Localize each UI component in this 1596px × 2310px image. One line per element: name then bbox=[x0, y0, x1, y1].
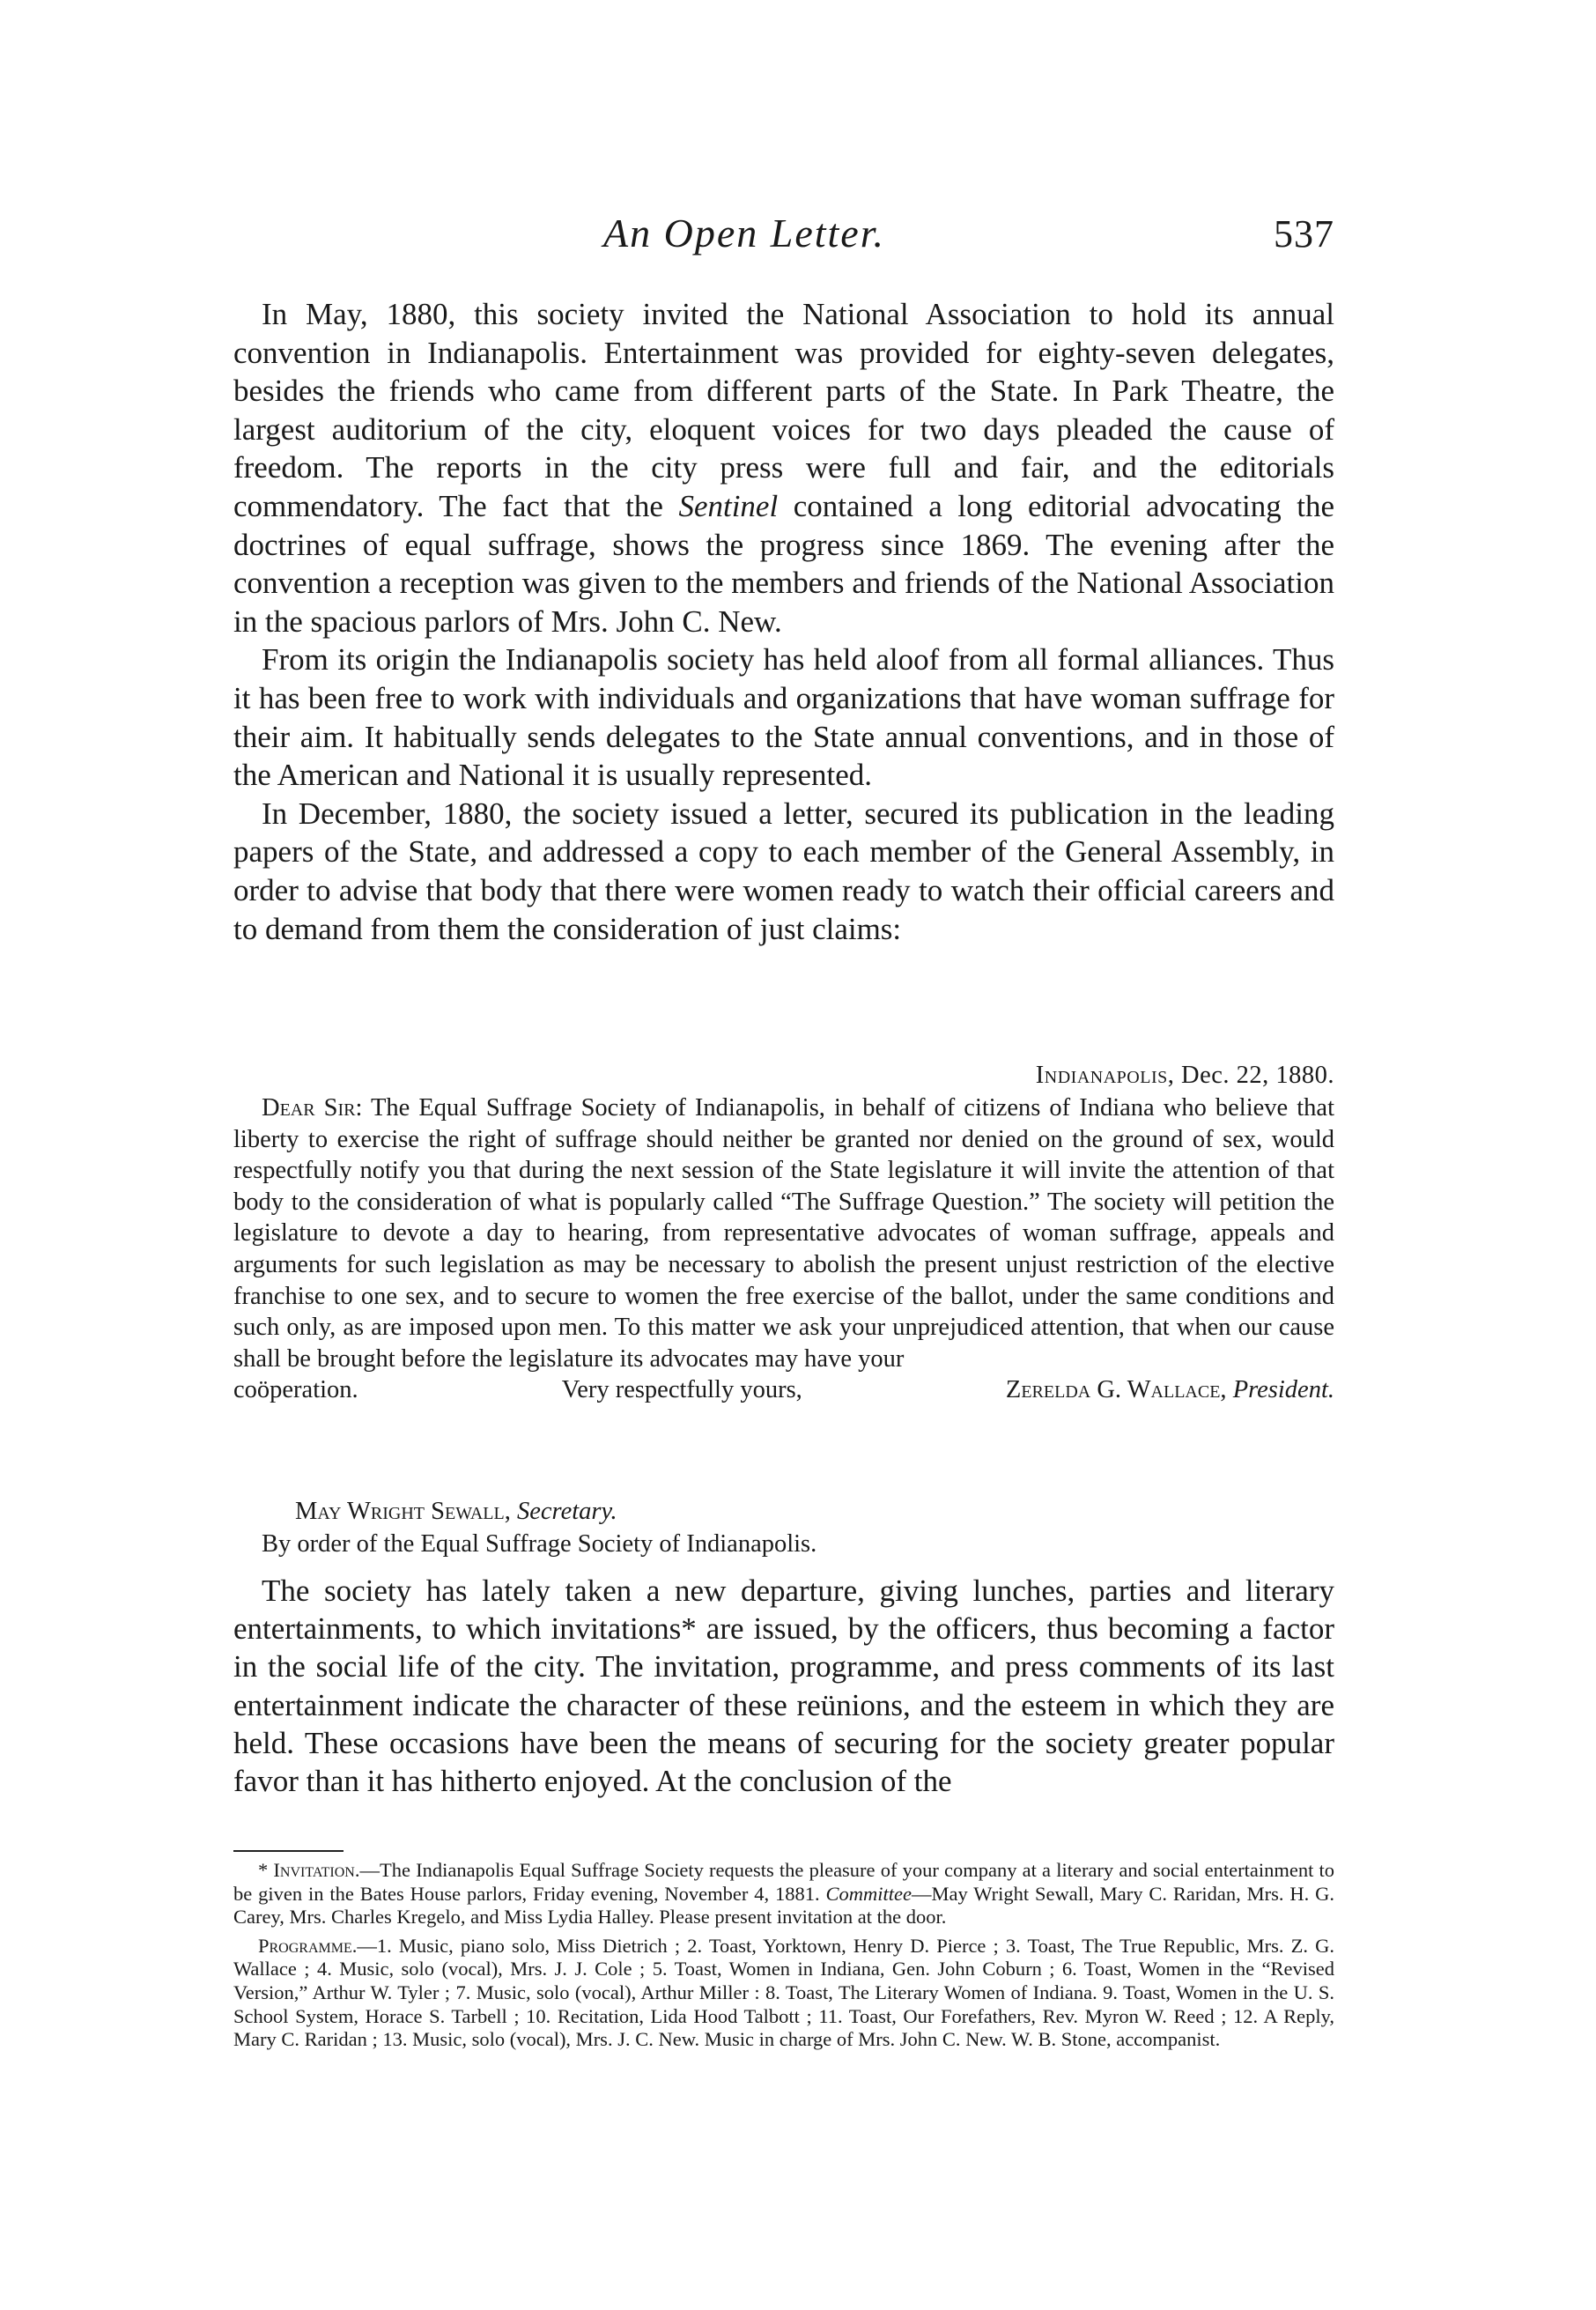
committee-label: Committee bbox=[825, 1882, 913, 1905]
running-header bbox=[233, 210, 1334, 271]
footnote-invitation bbox=[233, 1859, 1334, 1929]
letter-text: The Equal Suffrage Society of Indianapolis, in behalf of citizens of Indiana who believe that liberty to exercise the right of suffrage should neither be granted nor denied on the ground of sex, would respectfully notify you that during the next session of the State legislature it will invite the attention of that body to the consideration of what is popularly called “The Suffrage Question.” The society will petition the legislature to devote a day to hearing, from representative advocates of woman suffrage, appeals and arguments for such legislation as may be necessary to abolish the present unjust restriction of the elective franchise to one sex, and to secure to women the free exercise of the ballot, under the same conditions and such only, as are imposed upon men. To this matter we ask your unprejudiced attention, that when our cause shall be brought before the legislature its advocates may have your bbox=[233, 1094, 1334, 1373]
cooperation-word: coöperation. bbox=[233, 1376, 358, 1404]
paragraph-text: In May, 1880, this society invited the National Association to hold its annual convention in Indianapolis. Entertainment was provided for eighty-seven delegates, besides the friends who came from different parts of the State. In Park Theatre, the largest auditorium of the city, eloquent voices for two days pleaded the cause of freedom. The reports in the city press were full and fair, and the editorials commendatory. The fact that the bbox=[233, 297, 1334, 523]
footnote-programme bbox=[233, 1935, 1334, 2052]
secretary-name: May Wright Sewall, bbox=[295, 1498, 511, 1525]
signature-row bbox=[233, 1374, 1334, 1406]
secretary-title: Secretary. bbox=[516, 1498, 617, 1525]
president-name: Zerelda G. Wallace, bbox=[1005, 1376, 1227, 1404]
paragraph: The society has lately taken a new departure, giving lunches, parties and literary entertainments, to which invitations* are issued, by the officers, thus becoming a factor in the social life of the city. The invitation, programme, and press comments of its last entertainment indicate the character of these reünions, and the esteem in which they are held. These occasions have been the means of securing for the society greater popular favor than it has hitherto enjoyed. At the conclusion of the bbox=[233, 1573, 1334, 1799]
secretary-signature bbox=[295, 1498, 617, 1526]
letter-paragraph bbox=[233, 1092, 1334, 1374]
footnote-text: —1. Music, piano solo, Miss Dietrich ; 2. Toast, Yorktown, Henry D. Pierce ; 3. Toast, The True Republic, Mrs. Z. G. Wallace ; 4. Music, solo (vocal), Mrs. J. J. Cole ; 5. Toast, Women in Indiana, Gen. John Coburn ; 6. Toast, Women in the “Revised Version,” Arthur W. Tyler ; 7. Music, solo (vocal), Arthur Miller : 8. Toast, The Literary Women of Indiana. 9. Toast, Women in the U. S. School System, Horace S. Tarbell ; 10. Recitation, Lida Hood Talbott ; 11. Toast, Our Forefathers, Rev. Myron W. Reed ; 12. A Reply, Mary C. Raridan ; 13. Music, solo (vocal), Mrs. J. C. New. Music in charge of Mrs. John C. New. W. B. Stone, accompanist. bbox=[233, 1934, 1334, 2051]
footnote-rule bbox=[233, 1850, 344, 1852]
footnote-text: —The Indianapolis Equal Suffrage Society requests the pleasure of your company at a literary and social entertainment to be given in the Bates House parlors, Friday evening, November 4, 1881. bbox=[233, 1859, 1334, 1905]
order-line: By order of the Equal Suffrage Society of Indianapolis. bbox=[262, 1530, 817, 1558]
footnote-text: —May Wright Sewall, Mary C. Raridan, Mrs. H. G. Carey, Mrs. Charles Kregelo, and Miss Lydia Halley. Please present invitation at the door. bbox=[233, 1882, 1335, 1929]
newspaper-title: Sentinel bbox=[678, 488, 779, 523]
page-number: 537 bbox=[1274, 212, 1334, 255]
salutation: Dear Sir: bbox=[262, 1094, 363, 1122]
paragraph: In December, 1880, the society issued a letter, secured its publication in the leading papers of the State, and addressed a copy to each member of the General Assembly, in order to advise that body that there were women ready to watch their official careers and to demand from them the consideration of just claims: bbox=[233, 796, 1334, 946]
paragraph bbox=[233, 295, 1334, 640]
letter-dateline bbox=[233, 1062, 1334, 1090]
letter-body bbox=[233, 1092, 1334, 1406]
footnote-label: Programme. bbox=[258, 1934, 358, 1957]
president-title: President. bbox=[1232, 1376, 1334, 1404]
footnotes bbox=[233, 1859, 1334, 2052]
footnote-label: * Invitation. bbox=[258, 1859, 360, 1881]
main-text-upper bbox=[233, 295, 1334, 948]
main-text-lower bbox=[233, 1572, 1334, 1800]
dateline-city: Indianapolis, bbox=[1035, 1062, 1175, 1089]
president-signature bbox=[1006, 1374, 1334, 1406]
paragraph-text: contained a long editorial advocating the doctrines of equal suffrage, shows the progress since 1869. The evening after the convention a reception was given to the members and friends of the National Association in the spacious parlors of Mrs. John C. New. bbox=[233, 488, 1334, 639]
closing: Very respectfully yours, bbox=[561, 1376, 802, 1404]
paragraph: From its origin the Indianapolis society has held aloof from all formal alliances. Thus it has been free to work with individuals and organizations that have woman suffrage for their aim. It habitually sends delegates to the State annual conventions, and in those of the American and National it is usually represented. bbox=[233, 642, 1334, 793]
dateline-date: Dec. 22, 1880. bbox=[1180, 1062, 1334, 1089]
running-title: An Open Letter. bbox=[603, 211, 886, 255]
